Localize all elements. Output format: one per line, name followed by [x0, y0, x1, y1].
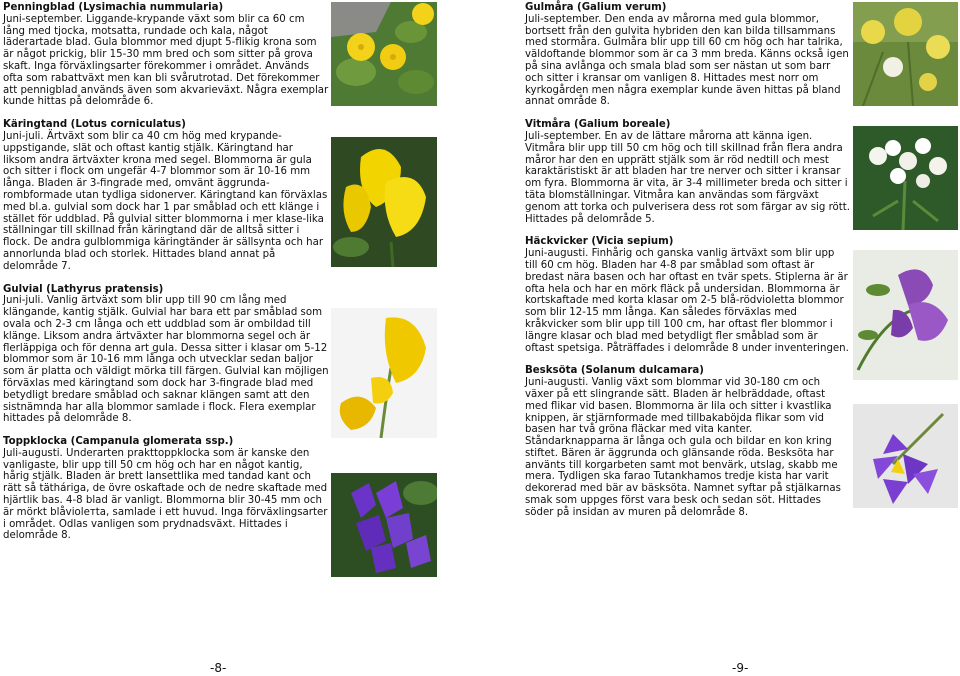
species-description: Juli-september. Den enda av mårorna med gula blommor, bortsett från den gulvita hybriden den kan bilda tillsammans med stormåra. Gulmåra blir upp till 60 cm hög och har talrika, väldoftande blommor som är ca 3 mm breda. Känns också igen på sina avlånga och smala blad som ser nästan ut som barr och sitter i kransar om vanligen 8. Hittades mest norr om kyrkogården men några exemplar kunde även hittas på bland annat område 8.	[525, 13, 849, 108]
species-title: Käringtand (Lotus corniculatus)	[3, 119, 186, 131]
species-description: Juni-augusti. Finhårig och ganska vanlig ärtväxt som blir upp till 60 cm hög. Bladen har 4-8 par småblad som oftast är bredast nära basen och har oftast en tvär spets. Stiplerna är är ofta hela och har en mörk fläck på undersidan. Blommorna är kortskaftade med korta klasar om 2-5 blå-rödviolettа blommor som blir 12-15 mm långa. Kan således förväxlas med kråkvicker som blir upp till 100 cm, har oftast fler blommor i längre klasar och blad med betydligt fler småblad som är oftast spetsiga. Påträffades i delområde 8 under inventeringen.	[525, 248, 849, 354]
karingtand-photo	[331, 137, 437, 267]
species-title: Besksöta (Solanum dulcamara)	[525, 365, 704, 377]
gulmara-photo	[853, 2, 958, 106]
species-title: Vitmåra (Galium boreale)	[525, 119, 671, 131]
species-description: Juni-juli. Ärtväxt som blir ca 40 cm hög med krypande-uppstigande, slät och oftast kantig stjälk. Käringtand har liksom andra ärtväxter krona med segel. Blommorna är gula och sitter i flock om ungefär 4-7 blommor som är 10-16 mm långa. Bladen är 3-fingrade med, omvänt äggrunda-rombformade utan tydliga sidonerver. Käringtand kan förväxlas med bl.a. gulvial som dock har 1 par småblad och ett klänge i stället för uddblad. På gulvial sitter blommorna i mer klase-lika ställningar till skillnad från käringtand där de alltså sitter i flock. De andra gulblommiga käringtänder är sällsynta och har annorlunda blad och storlek. Hittades bland annat på delområde 7.	[3, 130, 328, 272]
species-entry	[3, 436, 329, 542]
species-entry	[525, 119, 850, 225]
besksota-photo	[853, 404, 958, 508]
page-number: -9-	[732, 661, 749, 675]
right-page	[480, 0, 960, 676]
species-description: Juli-september. En av de lättare mårorna att känna igen. Vitmåra blir upp till 50 cm hög och till skillnad från flera andra måror har den en upprätt stjälk som är röd nedtill och mest karaktäristiskt är att bladen har tre nerver och sitter i kransar om fyra. Blommorna är vita, är 3-4 millimeter breda och sitter i täta blomställningar. Vitmåra kan användas som färgväxt genom att torka och pulverisera dess rot som färgar av sig rött. Hittades på delområde 5.	[525, 130, 850, 225]
species-entry	[3, 284, 329, 426]
species-entry	[3, 119, 329, 272]
species-title: Toppklocka (Campanula glomerata ssp.)	[3, 436, 234, 448]
page-number: -8-	[210, 661, 227, 675]
species-description: Juni-augusti. Vanlig växt som blommar vid 30-180 cm och växer på ett slingrande sätt. Bladen är helbräddade, oftast med flikar vid basen. Blommorna är lila och sitter i kvastlika knippen, är stjärnformade med tillbakaböjda flikar som vid basen har två gröna fläckar med vita kanter. Ståndarknapparna är långa och gula och bildar en kon kring stiftet. Bären är äggrunda och glänsande röda. Besksöta har använts till korgarbeten samt mot benvärk, utslag, skabb me mera. Tydligen ska farao Tutankhamos tredje kista har varit dekorerad med bär av bäsksöta. Namnet syftar på stjälkarnas smak som uppges först vara besk och sedan söt. Hittades söder på insidan av muren på delområde 8.	[525, 377, 841, 518]
penningblad-photo	[331, 2, 437, 106]
gulvial-photo	[331, 308, 437, 438]
species-title: Häckvicker (Vicia sepium)	[525, 236, 674, 248]
species-entry	[525, 2, 850, 108]
species-entry	[525, 236, 850, 354]
toppklocka-photo	[331, 473, 437, 577]
species-title: Gulvial (Lathyrus pratensis)	[3, 283, 164, 295]
species-title: Penningblad (Lysimachia nummularia)	[3, 2, 224, 13]
species-entry	[525, 365, 850, 518]
species-title: Gulmåra (Galium verum)	[525, 2, 667, 13]
vitmara-photo	[853, 126, 958, 230]
species-entry	[3, 2, 329, 108]
species-description: Juli-augusti. Underarten prakttoppklocka som är kanske den vanligaste, blir upp till 50 cm hög och har en något kantig, hårig stjälk. Bladen är brett lansettlika med tandad kant och rätt så tätháriga, de övre oskaftade och de nedre skaftade med hjärtlik bas. 4-8 blad är vanligt. Blommorna blir 30-45 mm och är mörkt blåviolетta, samlade i ett huvud. Inga förväxlingsarter i området. Odlas vanligen som prydnadsväxt. Hittades i delområde 8.	[3, 447, 328, 542]
right-text-column	[525, 2, 850, 530]
left-text-column	[3, 2, 329, 553]
species-description: Juni-juli. Vanlig ärtväxt som blir upp till 90 cm lång med klängande, kantig stjälk. Gulvial har bara ett par småblad som ovala och 2-3 cm långa och ett uddblad som är ombildad till klänge. Liksom andra ärtväxter har blommorna segel och är flerläppiga och för denna art gula. Dessa sitter i klasar om 5-12 blommor som är 10-16 mm långa och utvecklar sedan baljor som är platta och väldigt mörka till färgen. Gulvial kan möjligen förväxlas med käringtand som dock har 3-fingrade blad med betydligt bredare småblad och saknar klängen samt att den sistnämnda har alla blommor samlade i flock. Flera exemplar hittades på delområde 8.	[3, 295, 329, 425]
species-description: Juni-september. Liggande-krypande växt som blir ca 60 cm lång med tjocka, motsatta, rundade och kala, något läderartade blad. Gula blommor med djupt 5-flikig krona som är något prickig, blir 15-30 mm bred och som sitter på grova skaft. Inga förväxlingsarter förekommer i området. Används ofta som rabattväxt men kan bli svårutrotad. Det förekommer att pennigblad används även som akvarieväxt. Några exemplar kunde hittas på delområde 6.	[3, 13, 329, 108]
hackvicker-photo	[853, 250, 958, 380]
